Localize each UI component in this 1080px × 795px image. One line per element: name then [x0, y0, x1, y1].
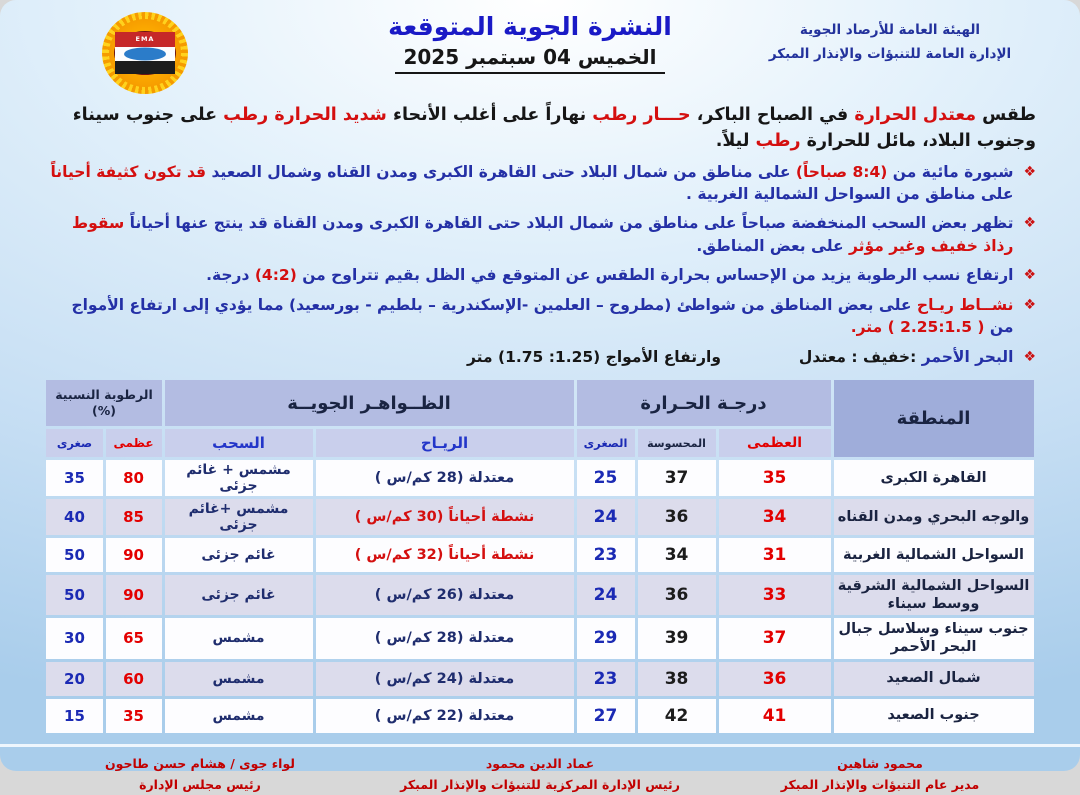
cell-temp-min: 24	[577, 575, 635, 615]
cell-clouds: مشمس	[165, 699, 313, 733]
cell-wind: نشطة أحياناً (32 كم/س )	[316, 538, 574, 572]
text-segment: نشــاط ريـاح	[911, 295, 1014, 314]
col-header-humidity-group	[46, 380, 161, 426]
cell-humidity-max: 65	[106, 618, 162, 658]
col-header-temp-max: العظمى	[719, 429, 831, 457]
cell-humidity-min: 30	[46, 618, 102, 658]
cell-temp-max: 34	[719, 499, 831, 535]
cell-region: القاهرة الكبرى	[834, 460, 1034, 496]
cell-humidity-min: 20	[46, 662, 102, 696]
cell-temp-feels: 37	[638, 460, 716, 496]
forecast-table-body	[46, 460, 1033, 733]
cell-region: السواحل الشمالية الغربية	[834, 538, 1034, 572]
cell-humidity-min: 35	[46, 460, 102, 496]
page-title: النشرة الجوية المتوقعة	[388, 12, 672, 41]
text-segment: شبورة مائية من	[887, 162, 1014, 181]
flag-white-band	[115, 47, 175, 61]
cell-temp-min: 27	[577, 699, 635, 733]
bullet-item	[44, 212, 1036, 257]
cell-temp-max: 41	[719, 699, 831, 733]
cell-temp-min: 24	[577, 499, 635, 535]
cell-humidity-max: 90	[106, 538, 162, 572]
cell-wind: معتدلة (28 كم/س )	[316, 460, 574, 496]
humidity-unit-label: (%)	[92, 403, 116, 419]
text-segment: على بعض المناطق من شواطئ (مطروح – العلمين -الإسكندرية – بلطيم - بورسعيد) مما يؤدي إلى ارتفاع الأمواج من	[71, 295, 1014, 337]
cell-temp-feels: 39	[638, 618, 716, 658]
text-segment: على بعض المناطق.	[696, 236, 844, 255]
ema-logo-icon	[102, 12, 188, 94]
text-segment: قد تكون كثيفة أحياناً	[50, 162, 207, 181]
text-segment: طقس	[976, 105, 1036, 125]
cell-temp-feels: 36	[638, 575, 716, 615]
diamond-bullet-icon: ❖	[1023, 348, 1036, 365]
cell-temp-min: 23	[577, 662, 635, 696]
forecast-table	[43, 377, 1036, 736]
org-line-2: الإدارة العامة للتنبؤات والإنذار المبكر	[768, 46, 1012, 63]
cell-temp-max: 31	[719, 538, 831, 572]
text-segment: في الصباح الباكر،	[690, 105, 849, 125]
signature-block	[710, 753, 1050, 795]
forecast-bullets	[0, 157, 1080, 339]
table-row	[46, 618, 1033, 658]
diamond-bullet-icon: ❖	[1023, 163, 1036, 180]
cell-temp-feels: 34	[638, 538, 716, 572]
red-sea-status-line	[0, 346, 1080, 369]
bulletin-date: الخميس 04 سبتمبر 2025	[395, 45, 664, 74]
text-segment: تظهر بعض السحب المنخفضة صباحاً على مناطق من شمال البلاد حتى القاهرة الكبرى ومدن القناة قد ينتج عنها أحياناً	[124, 214, 1014, 233]
cell-region: جنوب الصعيد	[834, 699, 1034, 733]
cloud-icon	[124, 47, 166, 60]
signature-name: لواء جوى / هشام حسن طاحون	[104, 755, 296, 771]
org-names	[740, 12, 1040, 67]
table-row	[46, 699, 1033, 733]
text-segment: على مناطق من السواحل الشمالية الغربية .	[686, 184, 1014, 203]
bullet-text	[44, 294, 1013, 339]
diamond-bullet-icon: ❖	[1023, 296, 1036, 313]
cell-wind: معتدلة (24 كم/س )	[316, 662, 574, 696]
signature-role: رئيس الإدارة المركزية للتنبؤات والإنذار المبكر	[400, 776, 680, 792]
cell-wind: معتدلة (26 كم/س )	[316, 575, 574, 615]
table-row	[46, 538, 1033, 572]
text-segment: ( 2.25:1.5 ) متر.	[850, 318, 985, 337]
text-segment: درجة.	[206, 266, 255, 285]
text-segment: سقوط رذاذ خفيف وغير مؤثر	[72, 214, 1014, 255]
cell-temp-max: 33	[719, 575, 831, 615]
diamond-bullet-icon: ❖	[1023, 267, 1036, 284]
cell-region: السواحل الشمالية الشرقية ووسط سيناء	[834, 575, 1034, 615]
col-header-temp-feels: المحسوسة	[638, 429, 716, 457]
table-row	[46, 662, 1033, 696]
cell-temp-max: 37	[719, 618, 831, 658]
table-row	[46, 499, 1033, 535]
cell-humidity-max: 85	[106, 499, 162, 535]
text-segment: رطب	[749, 131, 801, 152]
cell-region: شمال الصعيد	[834, 662, 1034, 696]
forecast-table-header	[46, 380, 1033, 457]
text-segment: (8:4 صباحاً)	[795, 162, 888, 181]
cell-clouds: مشمس	[165, 662, 313, 696]
cell-temp-feels: 42	[638, 699, 716, 733]
table-row	[46, 575, 1033, 615]
cell-clouds: مشمس + غائم جزئى	[165, 460, 313, 496]
bullet-text	[44, 212, 1013, 257]
diamond-bullet-icon: ❖	[1023, 215, 1036, 232]
signature-block	[30, 753, 370, 795]
cell-clouds: غائم جزئى	[165, 575, 313, 615]
forecast-summary	[0, 94, 1080, 157]
cell-wind: معتدلة (28 كم/س )	[316, 618, 574, 658]
bullet-item	[44, 161, 1036, 206]
header	[0, 0, 1080, 94]
cell-humidity-max: 80	[106, 460, 162, 496]
cell-wind: نشطة أحياناً (30 كم/س )	[316, 499, 574, 535]
cell-humidity-min: 50	[46, 575, 102, 615]
col-header-humidity-min: صغرى	[46, 429, 102, 457]
signature-role: مدير عام التنبؤات والإنذار المبكر	[780, 776, 980, 792]
cell-temp-feels: 36	[638, 499, 716, 535]
cell-humidity-min: 40	[46, 499, 102, 535]
text-segment: ليلاً.	[715, 131, 750, 152]
cell-temp-max: 36	[719, 662, 831, 696]
col-header-temp-min: الصغرى	[577, 429, 635, 457]
cell-humidity-max: 35	[106, 699, 162, 733]
signature-block	[370, 753, 710, 795]
text-segment: شديد الحرارة رطب	[217, 105, 387, 125]
cell-temp-min: 23	[577, 538, 635, 572]
cell-wind: معتدلة (22 كم/س )	[316, 699, 574, 733]
text-segment: على مناطق من شمال البلاد حتى القاهرة الكبرى ومدن القناه وشمال الصعيد	[206, 162, 796, 181]
bullet-text	[206, 264, 1013, 286]
cell-humidity-min: 15	[46, 699, 102, 733]
signatures-footer	[0, 744, 1080, 795]
cell-temp-min: 25	[577, 460, 635, 496]
org-line-1: الهيئة العامة للأرصاد الجوية	[799, 22, 981, 38]
cell-region: والوجه البحري ومدن القناه	[834, 499, 1034, 535]
cell-temp-feels: 38	[638, 662, 716, 696]
wave-height-note: وارتفاع الأمواج (1.25: 1.75) متر	[467, 347, 721, 366]
bullet-item	[44, 294, 1036, 339]
cell-humidity-max: 60	[106, 662, 162, 696]
text-segment: (4:2)	[254, 266, 297, 285]
flag-oval-icon	[114, 31, 176, 75]
cell-temp-max: 35	[719, 460, 831, 496]
text-segment: على جنوب سيناء وجنوب البلاد، مائل للحرارة	[72, 105, 1036, 152]
cell-clouds: مشمس +غائم جزئى	[165, 499, 313, 535]
col-header-temperature-group: درجـة الحـرارة	[577, 380, 831, 426]
cell-clouds: مشمس	[165, 618, 313, 658]
col-header-humidity-max: عظمى	[106, 429, 162, 457]
logo-area	[40, 12, 320, 94]
table-row	[46, 460, 1033, 496]
text-segment: معتدل الحرارة	[848, 105, 977, 125]
text-segment: نهاراً على أغلب الأنحاء	[386, 105, 587, 125]
red-sea-label: البحر الأحمر	[916, 347, 1014, 366]
cell-temp-min: 29	[577, 618, 635, 658]
signature-name: محمود شاهين	[837, 755, 923, 771]
text-segment: حـــار رطب	[586, 105, 691, 125]
col-header-region: المنطقة	[834, 380, 1034, 457]
cell-humidity-min: 50	[46, 538, 102, 572]
signature-role: رئيس مجلس الإدارة	[139, 776, 261, 792]
bullet-text	[44, 161, 1013, 206]
cell-region: جنوب سيناء وسلاسل جبال البحر الأحمر	[834, 618, 1034, 658]
cell-clouds: غائم جزئى	[165, 538, 313, 572]
text-segment: ارتفاع نسب الرطوبة يزيد من الإحساس بحرارة الطقس عن المتوقع في الظل بقيم تتراوح من	[296, 266, 1014, 285]
red-sea-state: :خفيف : معتدل	[798, 347, 917, 366]
humidity-group-label: الرطوبة النسبية	[55, 386, 153, 402]
bullet-item	[44, 264, 1036, 286]
cell-humidity-max: 90	[106, 575, 162, 615]
flag-red-band: EMA	[115, 32, 175, 47]
col-header-phenomena-group: الظــواهـر الجويــة	[165, 380, 574, 426]
title-block	[320, 12, 740, 74]
signature-name: عماد الدين محمود	[485, 755, 595, 771]
flag-black-band	[115, 61, 175, 75]
col-header-wind: الريـاح	[316, 429, 574, 457]
col-header-clouds: السحب	[165, 429, 313, 457]
